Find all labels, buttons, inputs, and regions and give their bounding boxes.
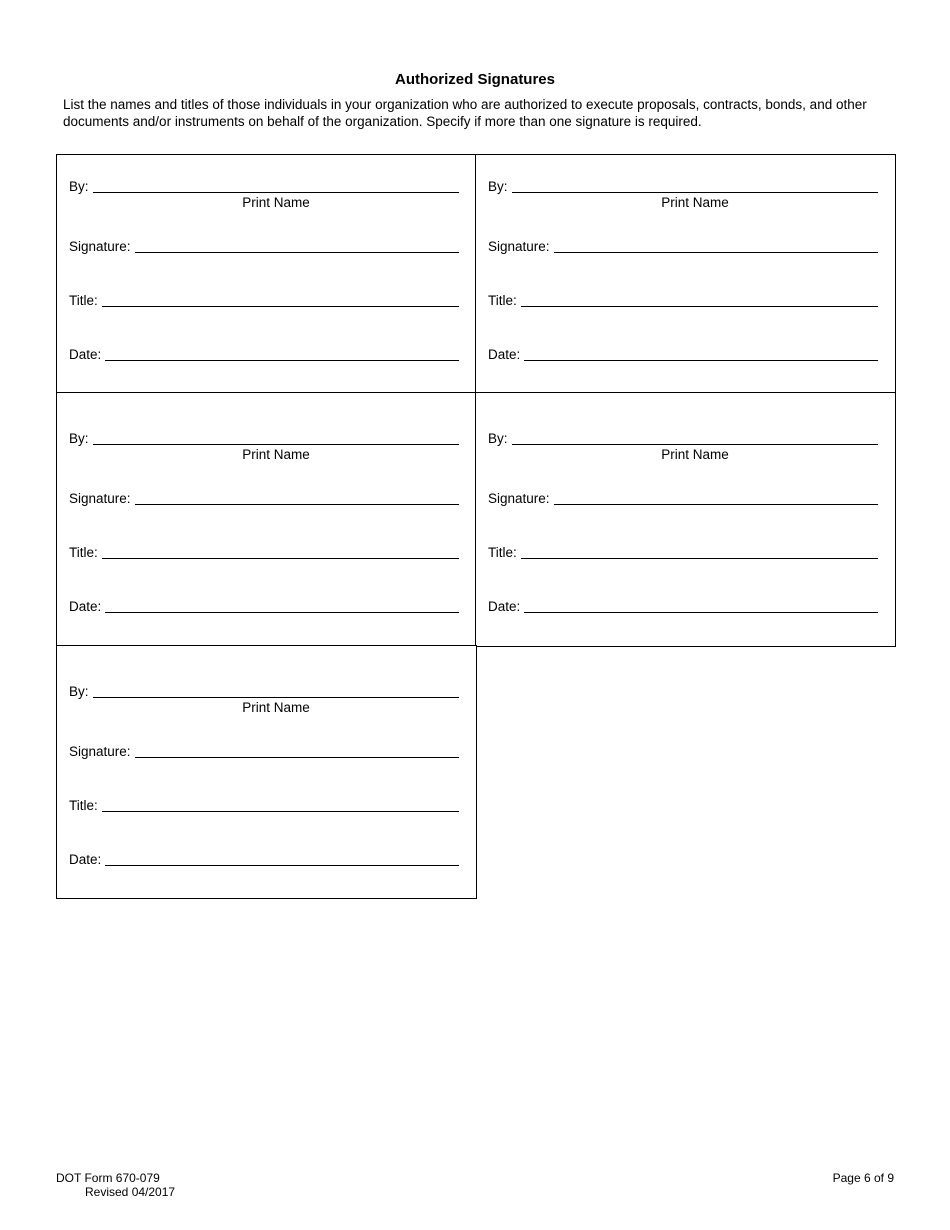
signature-label: Signature:	[69, 744, 131, 759]
signature-field[interactable]	[488, 237, 878, 255]
print-name-caption: Print Name	[661, 195, 729, 210]
print-name-caption: Print Name	[661, 447, 729, 462]
signature-line[interactable]	[135, 743, 459, 758]
title-field[interactable]	[488, 291, 878, 309]
by-line[interactable]	[512, 430, 878, 445]
signature-field[interactable]	[69, 489, 459, 507]
by-label: By:	[69, 431, 89, 446]
signature-line[interactable]	[135, 238, 459, 253]
date-field[interactable]	[69, 850, 459, 868]
date-line[interactable]	[524, 346, 878, 361]
title-label: Title:	[69, 798, 98, 813]
date-line[interactable]	[105, 598, 459, 613]
date-label: Date:	[69, 599, 102, 614]
print-name-caption: Print Name	[242, 195, 310, 210]
signature-block-2	[475, 154, 896, 394]
date-label: Date:	[488, 347, 521, 362]
by-label: By:	[488, 179, 508, 194]
signature-block-4	[475, 392, 896, 647]
signature-label: Signature:	[69, 491, 131, 506]
by-field[interactable]	[69, 429, 459, 447]
intro-text: List the names and titles of those individuals in your organization who are authorized to execute proposals, contracts, bonds, and other documents and/or instruments on behalf of the organization. Specify if more than one signature is required.	[63, 97, 867, 129]
signature-line[interactable]	[135, 490, 459, 505]
title-label: Title:	[69, 545, 98, 560]
by-line[interactable]	[512, 178, 878, 193]
signature-line[interactable]	[554, 490, 878, 505]
by-line[interactable]	[93, 178, 459, 193]
date-field[interactable]	[488, 345, 878, 363]
date-line[interactable]	[105, 851, 459, 866]
title-field[interactable]	[69, 543, 459, 561]
by-field[interactable]	[69, 177, 459, 195]
signature-field[interactable]	[69, 742, 459, 760]
by-label: By:	[69, 179, 89, 194]
by-line[interactable]	[93, 683, 459, 698]
date-label: Date:	[69, 347, 102, 362]
signature-field[interactable]	[69, 237, 459, 255]
by-field[interactable]	[488, 429, 878, 447]
date-field[interactable]	[69, 597, 459, 615]
title-field[interactable]	[488, 543, 878, 561]
print-name-caption: Print Name	[242, 700, 310, 715]
title-field[interactable]	[69, 291, 459, 309]
signature-block-3	[56, 392, 477, 647]
date-line[interactable]	[105, 346, 459, 361]
title-label: Title:	[488, 293, 517, 308]
page-number: Page 6 of 9	[832, 1171, 894, 1185]
revision-date: Revised 04/2017	[85, 1185, 176, 1199]
title-line[interactable]	[521, 544, 878, 559]
date-label: Date:	[69, 852, 102, 867]
date-line[interactable]	[524, 598, 878, 613]
title-label: Title:	[69, 293, 98, 308]
by-field[interactable]	[488, 177, 878, 195]
form-footer	[56, 1171, 175, 1199]
page-title: Authorized Signatures	[394, 71, 555, 88]
form-number: DOT Form 670-079	[56, 1171, 160, 1185]
date-label: Date:	[488, 599, 521, 614]
by-label: By:	[69, 684, 89, 699]
signature-label: Signature:	[488, 239, 550, 254]
title-line[interactable]	[521, 292, 878, 307]
title-line[interactable]	[102, 292, 459, 307]
signature-block-1	[56, 154, 477, 394]
by-field[interactable]	[69, 682, 459, 700]
signature-line[interactable]	[554, 238, 878, 253]
by-label: By:	[488, 431, 508, 446]
title-line[interactable]	[102, 797, 459, 812]
by-line[interactable]	[93, 430, 459, 445]
signature-label: Signature:	[488, 491, 550, 506]
signature-label: Signature:	[69, 239, 131, 254]
date-field[interactable]	[69, 345, 459, 363]
title-field[interactable]	[69, 796, 459, 814]
title-label: Title:	[488, 545, 517, 560]
print-name-caption: Print Name	[242, 447, 310, 462]
date-field[interactable]	[488, 597, 878, 615]
title-line[interactable]	[102, 544, 459, 559]
signature-block-5	[56, 645, 477, 899]
signature-field[interactable]	[488, 489, 878, 507]
